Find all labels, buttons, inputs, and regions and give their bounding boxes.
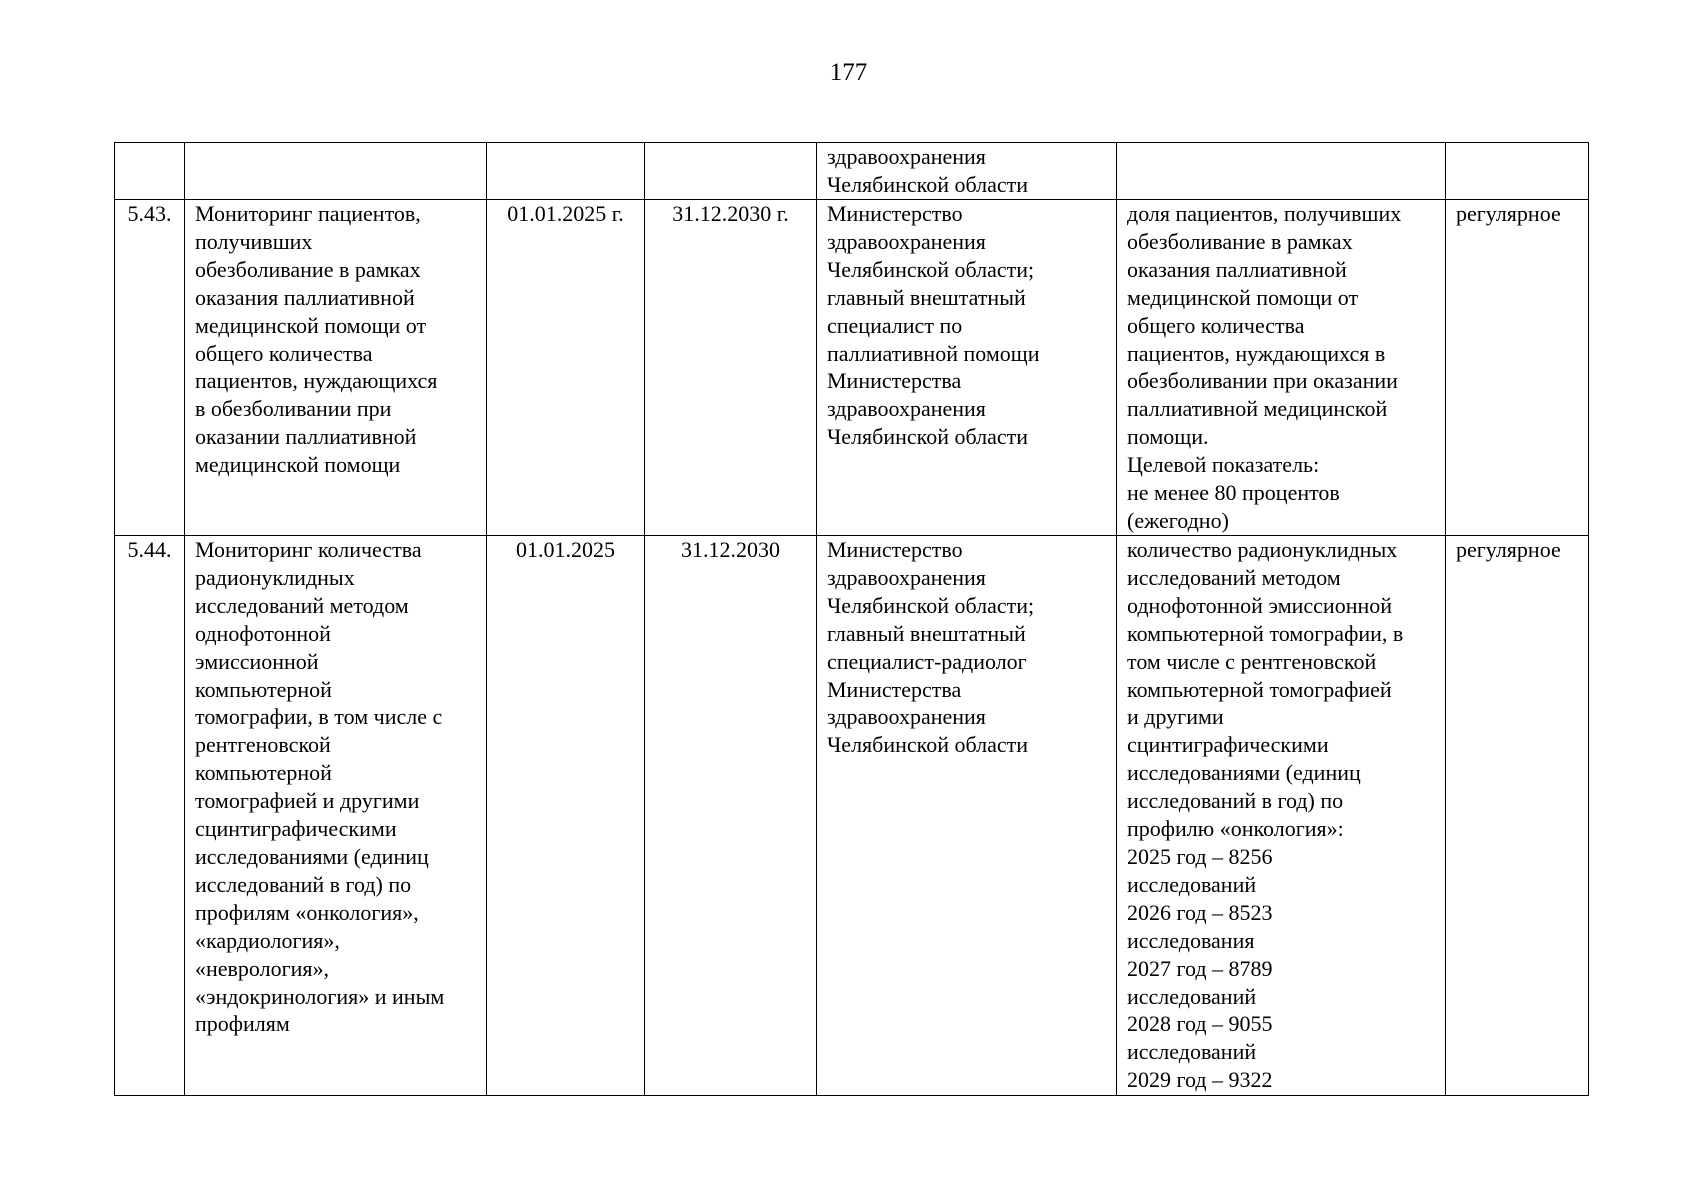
cell-number: 5.43.: [115, 200, 185, 536]
cell-activity: Мониторинг пациентов, получивших обезболивание в рамках оказания паллиативной медицинской помощи от общего количества пациентов, нуждающихся в обезболивании при оказании паллиативной медицинской помощи: [185, 200, 487, 536]
cell-responsible: Министерство здравоохранения Челябинской области; главный внештатный специалист по паллиативной помощи Министерства здравоохранения Челябинской области: [817, 200, 1117, 536]
cell-number: 5.44.: [115, 536, 185, 1096]
cell-end-date: 31.12.2030: [645, 536, 817, 1096]
cell-end-date: [645, 143, 817, 200]
cell-type: [1446, 143, 1589, 200]
cell-activity: [185, 143, 487, 200]
cell-responsible: Министерство здравоохранения Челябинской области; главный внештатный специалист-радиолог Министерства здравоохранения Челябинской области: [817, 536, 1117, 1096]
measures-table: [114, 142, 1589, 1096]
cell-start-date: [487, 143, 645, 200]
cell-responsible: здравоохранения Челябинской области: [817, 143, 1117, 200]
cell-result: количество радионуклидных исследований методом однофотонной эмиссионной компьютерной томографии, в том числе с рентгеновской компьютерной томографией и другими сцинтиграфическими исследованиями (единиц исследований в год) по профилю «онкология»: 2025 год – 8256 исследований 2026 год – 8523 исследования 2027 год – 8789 исследований 2028 год – 9055 исследований 2029 год – 9322: [1117, 536, 1446, 1096]
table-row: [115, 536, 1589, 1096]
cell-activity: Мониторинг количества радионуклидных исследований методом однофотонной эмиссионной компьютерной томографии, в том числе с рентгеновской компьютерной томографией и другими сцинтиграфическими исследованиями (единиц исследований в год) по профилям «онкология», «кардиология», «неврология», «эндокринология» и иным профилям: [185, 536, 487, 1096]
cell-start-date: 01.01.2025: [487, 536, 645, 1096]
page-number: 177: [829, 59, 868, 86]
cell-end-date: 31.12.2030 г.: [645, 200, 817, 536]
cell-type: регулярное: [1446, 200, 1589, 536]
cell-start-date: 01.01.2025 г.: [487, 200, 645, 536]
cell-number: [115, 143, 185, 200]
cell-result: доля пациентов, получивших обезболивание в рамках оказания паллиативной медицинской помощи от общего количества пациентов, нуждающихся в обезболивании при оказании паллиативной медицинской помощи. Целевой показатель: не менее 80 процентов (ежегодно): [1117, 200, 1446, 536]
cell-type: регулярное: [1446, 536, 1589, 1096]
table-row: [115, 143, 1589, 200]
table-row: [115, 200, 1589, 536]
cell-result: [1117, 143, 1446, 200]
